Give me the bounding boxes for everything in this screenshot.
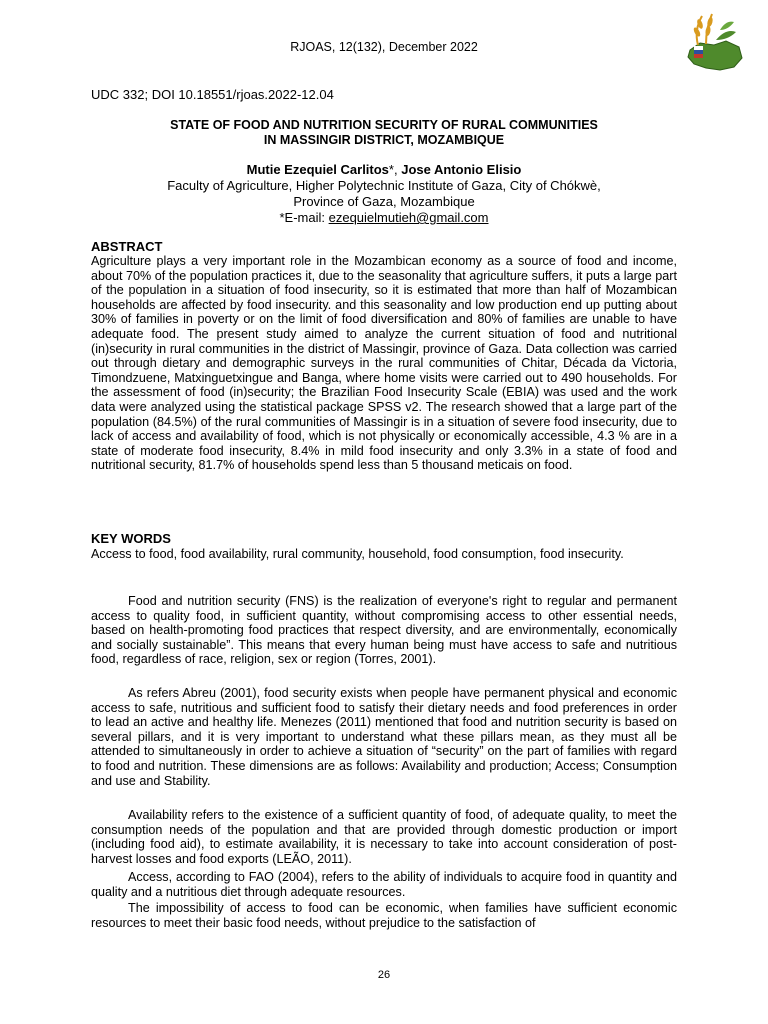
author-separator: ,	[393, 162, 402, 177]
author-names	[91, 162, 677, 178]
body-paragraph-2: As refers Abreu (2001), food security exists when people have permanent physical and economic access to safe, nutritious and sufficient food to satisfy their dietary needs and food preferences in order to lead an active and healthy life. Menezes (2011) mentioned that food and nutrition security is based on several pillars, and it is very important to understand what these pillars mean, as they must all be attended to simultaneously in order to achieve a situation of “security” on the part of families with regard to food and nutrition. These dimensions are as follows: Availability and production; Access; Consumption and use and Stability.	[91, 686, 677, 788]
abstract-heading: ABSTRACT	[91, 239, 163, 254]
title-line-1: STATE OF FOOD AND NUTRITION SECURITY OF RURAL COMMUNITIES	[170, 118, 598, 132]
keywords-text: Access to food, food availability, rural community, household, food consumption, food insecurity.	[91, 547, 624, 561]
page-number: 26	[377, 969, 391, 981]
paper-title	[91, 118, 677, 148]
keywords-heading: KEY WORDS	[91, 531, 171, 546]
body-paragraph-5: The impossibility of access to food can be economic, when families have sufficient economic resources to meet their basic food needs, without prejudice to the satisfaction of	[91, 901, 677, 930]
body-paragraph-1: Food and nutrition security (FNS) is the realization of everyone's right to regular and permanent access to quality food, in sufficient quantity, without compromising access to other essential needs, based on health-promoting food practices that respect diversity, and are environmentally, economically and socially sustainable”. This means that every human being must have access to safe and nutritious food, regardless of race, religion, sex or region (Torres, 2001).	[91, 594, 677, 667]
author-block	[91, 162, 677, 226]
affiliation-line-1: Faculty of Agriculture, Higher Polytechnic Institute of Gaza, City of Chókwè,	[167, 178, 601, 193]
email-label: *E-mail:	[279, 210, 329, 225]
body-paragraph-4: Access, according to FAO (2004), refers to the ability of individuals to acquire food in quantity and quality and a nutritious diet through adequate resources.	[91, 870, 677, 899]
body-paragraph-3: Availability refers to the existence of a sufficient quantity of food, of adequate quality, to meet the consumption needs of the population and that are provided through domestic production or import (including food aid), to estimate availability, it is necessary to take into account consideration of post-harvest losses and food exports (LEÃO, 2011).	[91, 808, 677, 866]
author-2: Jose Antonio Elisio	[401, 162, 522, 177]
abstract-text: Agriculture plays a very important role in the Mozambican economy as a source of food and income, about 70% of the population practices it, due to the seasonality that agriculture suffers, it puts a large part of the population in a situation of food insecurity, so it is estimated that more than half of Mozambican households are affected by food insecurity. and this seasonality and low production end up putting about 30% of families in poverty or on the limit of food diversification and 80% of families are unable to have adequate food. The present study aimed to analyze the current situation of food and nutritional (in)security in rural communities in the district of Massingir, province of Gaza. Data collection was carried out through dietary and demographic surveys in the rural communities of Chitar, Década da Victoria, Timondzuene, Matxinguetxingue and Banga, where home visits were carried out to 490 households. For the assessment of food (in)security; the Brazilian Food Insecurity Scale (EBIA) was used and the work data were analyzed using the statistical package SPSS v2. The research showed that a large part of the population (84.5%) of the rural communities of Massingir is in a situation of severe food insecurity, due to lack of access and availability of food, which is not physically or economically accessible, 4.3 % are in a state of moderate food insecurity, 8.4% in mild food insecurity and only 3.3% in a state of food and nutritional security, 81.7% of households spend less than 5 thousand meticais on food.	[91, 254, 677, 473]
journal-reference: RJOAS, 12(132), December 2022	[290, 40, 478, 54]
email-line	[91, 210, 677, 226]
title-line-2: IN MASSINGIR DISTRICT, MOZAMBIQUE	[263, 133, 505, 147]
author-1: Mutie Ezequiel Carlitos	[246, 162, 389, 177]
affiliation-line-2: Province of Gaza, Mozambique	[293, 194, 475, 209]
doi-line: UDC 332; DOI 10.18551/rjoas.2022-12.04	[91, 87, 334, 102]
email-link[interactable]: ezequielmutieh@gmail.com	[328, 210, 489, 225]
corresponding-mark: *	[388, 162, 394, 177]
